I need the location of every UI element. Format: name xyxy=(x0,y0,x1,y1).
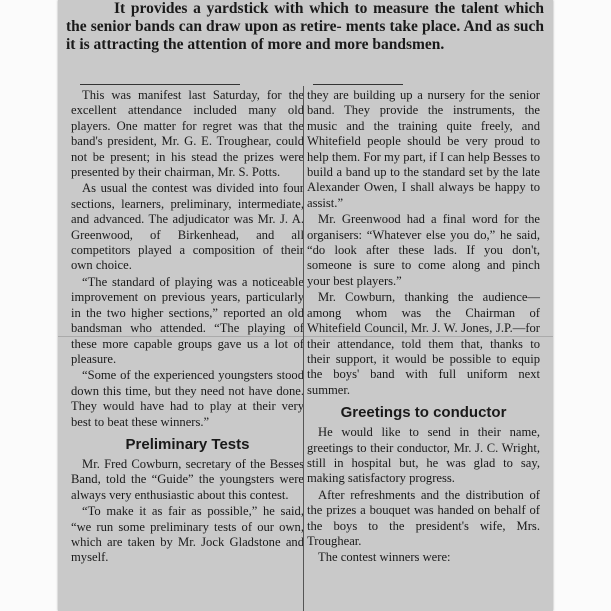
section-rule xyxy=(313,84,403,85)
article-paragraph: “To make it as fair as possible,” he said, “we run some preliminary tests of our own, which are taken by Mr. Jock Gladstone and myself. xyxy=(71,504,304,565)
lead-line: talent which the senior bands can draw upon as retire- xyxy=(66,0,545,35)
section-heading: Greetings to conductor xyxy=(340,404,507,422)
lead-line: of more and more bandsmen. xyxy=(250,36,445,53)
article-paragraph: The contest winners were: xyxy=(318,550,451,565)
article-paragraph: “Some of the experienced youngsters stood down this time, but they need not have done. They would have had to play at their very best to beat these winners.” xyxy=(71,368,304,429)
lead-line: ments take place. And as such it is attracting the attention xyxy=(66,18,545,53)
article-paragraph: Mr. Cowburn, thanking the audience—among whom was the Chairman of Whitefield Council, Mr. J. W. Jones, J.P.—for their attendance, told them that, thanks to their support, it would be possible to equip the boys' band with full uniform next summer. xyxy=(307,290,540,397)
lead-paragraph xyxy=(66,0,544,54)
article-paragraph: He would like to send in their name, greetings to their conductor, Mr. J. C. Wright, still in hospital but, he was glad to say, making satisfactory progress. xyxy=(307,425,540,486)
article-paragraph: Mr. Greenwood had a final word for the organisers: “Whatever else you do,” he said, “do look after these lads. If you don't, someone is sure to come along and pinch your best players.” xyxy=(307,212,540,288)
column-divider xyxy=(303,86,304,611)
article-paragraph: This was manifest last Saturday, for the excellent attendance included many old players. One matter for regret was that the band's president, Mr. G. E. Troughear, could not be present; in his stead the prizes were presented by their chairman, Mr. S. Potts. xyxy=(71,88,304,180)
lead-line: It provides a yardstick with which to measure the xyxy=(114,0,456,17)
section-rule xyxy=(80,84,240,85)
article-paragraph: As usual the contest was divided into four sections, learners, preliminary, intermediate, and advanced. The adjudicator was Mr. J. A. Greenwood, of Birkenhead, and all competitors played a composition of their own choice. xyxy=(71,181,304,273)
newspaper-clipping xyxy=(58,0,553,611)
section-heading: Preliminary Tests xyxy=(125,435,250,453)
left-column xyxy=(71,88,304,567)
article-paragraph: Mr. Fred Cowburn, secretary of the Besses Band, told the “Guide” the youngsters were always very enthusiastic about this contest. xyxy=(71,456,304,502)
paper-fold-line xyxy=(58,336,553,337)
article-paragraph: After refreshments and the distribution of the prizes a bouquet was handed on behalf of the boys to the president's wife, Mrs. Troughear. xyxy=(307,487,540,548)
article-paragraph: they are building up a nursery for the senior band. They provide the instruments, the music and the training quite freely, and Whitefield people should be very proud to help them. For my part, if I can help Besses to build a band up to the standard set by the late Alexander Owen, I shall always be happy to assist.” xyxy=(307,88,540,210)
article-paragraph: “The standard of playing was a noticeable improvement on previous years, particularly in the two higher sections,” reported an old bandsman who attended. “The playing of these more capable groups gave us a lot of pleasure. xyxy=(71,274,304,366)
right-column xyxy=(307,88,540,567)
